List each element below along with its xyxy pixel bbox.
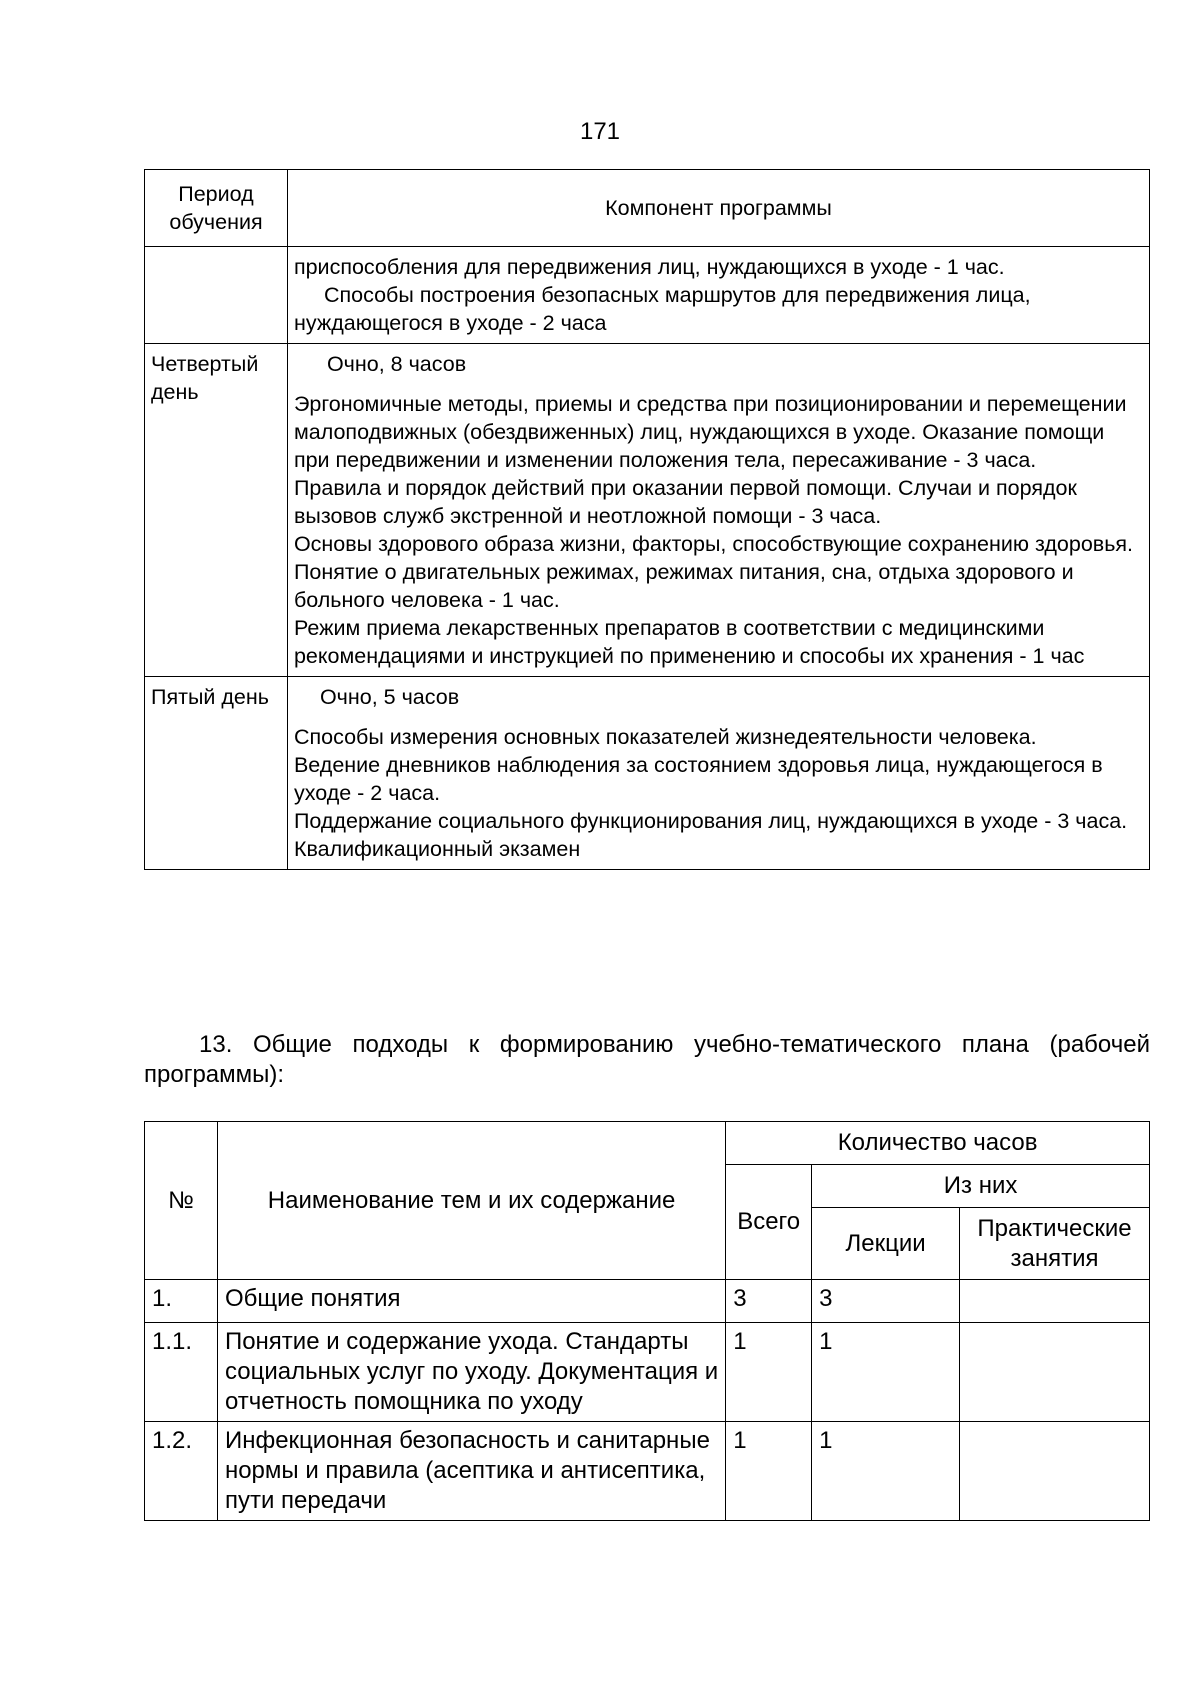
component-paragraph: Ведение дневников наблюдения за состоянием здоровья лица, нуждающегося в уходе - 2 часа. (293, 753, 1103, 805)
table-row (145, 1422, 1150, 1521)
row-number: 1. (145, 1280, 218, 1323)
table-header-row (145, 170, 1150, 247)
component-paragraph: Режим приема лекарственных препаратов в соответствии с медицинскими рекомендациями и инструкцией по применению и способы их хранения - 1 час (293, 616, 1085, 668)
header-period: Период обучения (145, 170, 288, 247)
row-name: Общие понятия (217, 1280, 725, 1323)
format-label: Очно, 5 часов (319, 685, 460, 709)
header-name: Наименование тем и их содержание (217, 1122, 725, 1280)
header-practice: Практические занятия (960, 1208, 1150, 1280)
component-paragraph: Основы здорового образа жизни, факторы, способствующие сохранению здоровья. Понятие о двигательных режимах, режимах питания, сна, отдыха здорового и больного человека - 1 час. (293, 532, 1134, 612)
row-practice (960, 1422, 1150, 1521)
header-lectures: Лекции (812, 1208, 960, 1280)
training-schedule-table (144, 169, 1150, 870)
row-total: 3 (726, 1280, 812, 1323)
header-hours: Количество часов (726, 1122, 1150, 1165)
period-cell: Четвертый день (145, 344, 288, 677)
row-total: 1 (726, 1422, 812, 1521)
row-lectures: 1 (812, 1323, 960, 1422)
row-practice (960, 1280, 1150, 1323)
period-cell (145, 247, 288, 344)
component-cell (287, 677, 1149, 870)
component-cell (287, 344, 1149, 677)
section-heading: 13. Общие подходы к формированию учебно-тематического плана (рабочей программы): (144, 1031, 1150, 1088)
row-name: Инфекционная безопасность и санитарные нормы и правила (асептика и антисептика, пути передачи (217, 1422, 725, 1521)
table-row (145, 344, 1150, 677)
header-of-them: Из них (812, 1165, 1150, 1208)
row-number: 1.2. (145, 1422, 218, 1521)
table-row (145, 1323, 1150, 1422)
component-paragraph: приспособления для передвижения лиц, нуждающихся в уходе - 1 час. (293, 255, 1005, 279)
row-lectures: 3 (812, 1280, 960, 1323)
row-name: Понятие и содержание ухода. Стандарты социальных услуг по уходу. Документация и отчетность помощника по уходу (217, 1323, 725, 1422)
header-component: Компонент программы (287, 170, 1149, 247)
component-paragraph: Эргономичные методы, приемы и средства при позиционировании и перемещении малоподвижных (обездвиженных) лиц, нуждающихся в уходе. Оказание помощи при передвижении и изменении положения тела, пересаживание - 3 часа. (293, 392, 1127, 472)
header-number: № (145, 1122, 218, 1280)
row-number: 1.1. (145, 1323, 218, 1422)
component-paragraph: Правила и порядок действий при оказании первой помощи. Случаи и порядок вызовов служб экстренной и неотложной помощи - 3 часа. (293, 476, 1077, 528)
component-paragraph: Способы измерения основных показателей жизнедеятельности человека. (293, 725, 1037, 749)
row-total: 1 (726, 1323, 812, 1422)
component-paragraph: Поддержание социального функционирования лиц, нуждающихся в уходе - 3 часа. (293, 809, 1128, 833)
component-cell (287, 247, 1149, 344)
format-label: Очно, 8 часов (326, 352, 467, 376)
table-row (145, 247, 1150, 344)
component-paragraph: Квалификационный экзамен (293, 837, 581, 861)
table-row (145, 677, 1150, 870)
row-practice (960, 1323, 1150, 1422)
table-header-row (145, 1122, 1150, 1165)
period-cell: Пятый день (145, 677, 288, 870)
page-number: 171 (579, 118, 621, 145)
header-total: Всего (726, 1165, 812, 1280)
component-paragraph: Способы построения безопасных маршрутов для передвижения лица, нуждающегося в уходе - 2 часа (293, 283, 1031, 335)
row-lectures: 1 (812, 1422, 960, 1521)
table-row (145, 1280, 1150, 1323)
curriculum-table (144, 1121, 1150, 1521)
